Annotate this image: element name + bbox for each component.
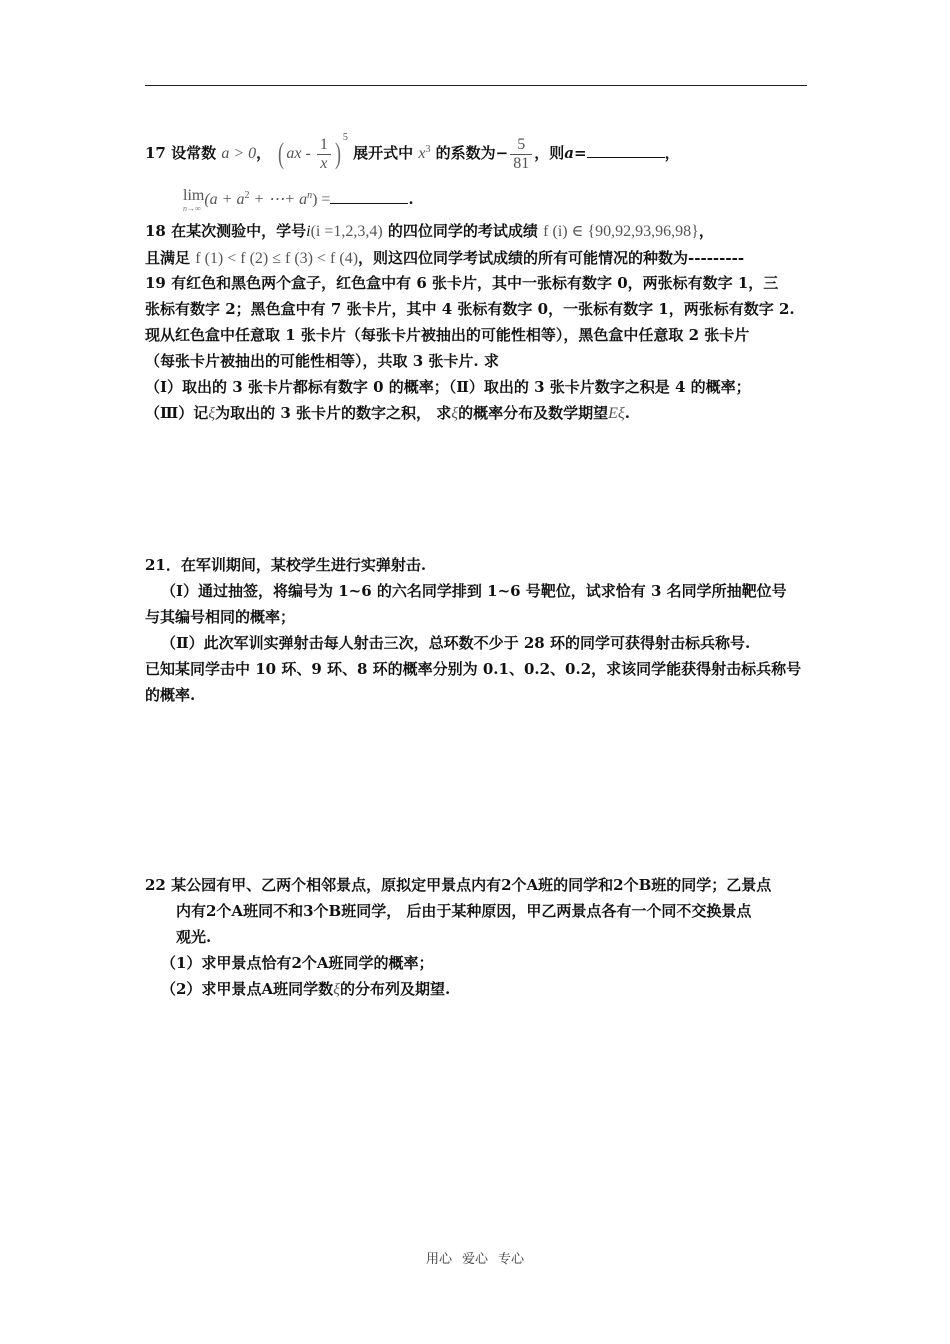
question-21 [145,552,807,708]
q18-line2 [145,245,807,272]
q19-xi: ξ [208,405,216,422]
q22-xi: ξ [333,981,340,998]
q17-a-eq: a= [564,144,587,162]
q17-text-b: 展开式中 [353,144,414,162]
footer-word: 用心 [425,1252,452,1267]
frac1-num: 1 [317,136,331,155]
lim-expr: (a + a [204,191,245,208]
q19-line: 张标有数字 2；黑色盒中有 7 张卡片，其中 4 张标有数字 0，一张标有数字 1，两张标有数字 2. [145,300,795,318]
q17-expr: ax - [286,145,315,162]
q19-text-b: 为取出的 3 张卡片的数字之积， 求 [215,404,452,422]
q17-period: . [408,190,414,208]
footer-word: 专心 [498,1252,525,1267]
q22-line: 22 某公园有甲、乙两个相邻景点，原拟定甲景点内有2个A班的同学和2个B班的同学；乙景点 [145,876,772,894]
q18-f-set: f (i) ∈ {90,92,93,96,98} [543,223,699,240]
lim-exp2: 2 [244,190,250,201]
q18-text-a: 18 在某次测验中，学号 [145,222,307,240]
q17-text-d: ，则 [534,144,565,162]
q22-last-line [145,976,807,1003]
q22-line: （1）求甲景点恰有2个A班同学的概率； [161,954,434,972]
q19-line: 现从红色盒中任意取 1 张卡片（每张卡片被抽出的可能性相等），黑色盒中任意取 2 张卡片 [145,326,750,344]
q19-last-line [145,400,807,427]
lim-text: lim [183,186,205,204]
q17-comma-2: ， [664,144,680,162]
q21-line: （Ⅱ）此次军训实弹射击每人射击三次，总环数不少于 28 环的同学可获得射击标兵称号. [161,634,751,652]
q17-fraction-1 [317,136,331,173]
q21-line: 的概率. [145,686,196,704]
limit-expression [183,188,204,213]
q22-text-a: （2）求甲景点A班同学数 [161,980,334,998]
question-17 [145,128,807,220]
left-paren: ( [278,137,285,170]
q19-text-c: 的概率分布及数学期望 [458,404,609,422]
q19-xi-2: ξ [451,405,459,422]
q21-line: 与其编号相同的概率； [145,608,296,626]
q18-text-d: 且满足 [145,249,191,267]
q19-line: 19 有红色和黑色两个盒子，红色盒中有 6 张卡片，其中一张标有数字 0，两张标有数字 1，三 [145,274,779,292]
footer-word: 爱心 [461,1252,488,1267]
q18-text-b: 的四位同学的考试成绩 [387,222,538,240]
q18-text-c: ， [698,222,714,240]
q17-text: 设常数 [171,144,217,162]
lim-close: ) = [312,191,331,208]
lim-mid: + ⋯+ a [249,191,308,208]
q17-line2 [145,176,807,220]
q22-line: 内有2个A班同不和3个B班同学， 后由于某种原因，甲乙两景点各有一个同不交换景点 [176,902,752,920]
q17-condition: a > 0 [221,145,257,162]
question-22 [145,872,807,1003]
frac2-num: 5 [510,136,532,155]
frac2-den: 81 [513,154,530,172]
q22-text-b: 的分布列及期望. [339,980,451,998]
q17-fraction-2 [510,136,532,173]
q19-line: （Ⅰ）取出的 3 张卡片都标有数字 0 的概率；（Ⅱ）取出的 3 张卡片数字之积是 4 的概率； [145,378,751,396]
q17-text-c: 的系数为− [435,144,509,162]
question-19 [145,270,807,427]
q21-line: 已知某同学击中 10 环、9 环、8 环的概率分别为 0.1、0.2、0.2，求该同学能获得射击标兵称号 [145,660,802,678]
q18-i-cond: (i =1,2,3,4) [310,223,383,240]
q18-inequality: f (1) < f (2) ≤ f (3) < f (4) [195,250,359,267]
q17-line1 [145,128,807,176]
q19-expectation: Eξ [608,405,625,422]
lim-subscript: n→∞ [183,203,201,213]
q21-line: （Ⅰ）通过抽签，将编号为 1~6 的六名同学排到 1~6 号靶位，试求恰有 3 名同学所抽靶位号 [161,582,787,600]
q17-x: x [418,145,426,162]
right-paren: ) [334,137,341,170]
q18-line1 [145,218,807,245]
page-footer [0,1248,950,1267]
q17-x-exp: 3 [425,144,431,155]
q19-line: （每张卡片被抽出的可能性相等），共取 3 张卡片. 求 [145,352,499,370]
q17-number: 17 [145,144,166,162]
question-18 [145,218,807,272]
lim-expn: n [307,190,313,201]
q17-comma: ， [256,144,272,162]
frac1-den: x [320,154,328,172]
q19-text-a: （Ⅲ）记 [145,404,209,422]
q17-answer-blank-2 [330,187,408,204]
q17-exponent: 5 [342,132,348,143]
q17-answer-blank-1 [587,141,665,158]
header-rule [145,85,807,86]
q18-text-e: ，则这四位同学考试成绩的所有可能情况的种数为--------- [358,249,745,267]
q19-period: . [624,404,630,422]
q22-line: 观光. [176,928,212,946]
q18-i: i [306,223,311,240]
q21-line: 21．在军训期间，某校学生进行实弹射击. [145,556,427,574]
